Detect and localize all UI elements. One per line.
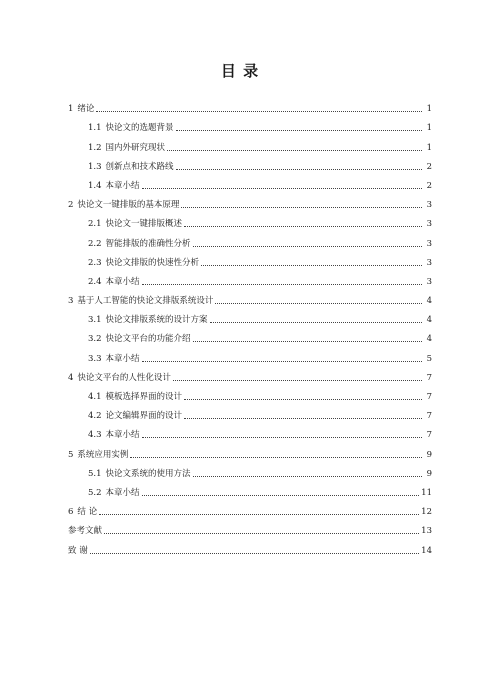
toc-entry-page: 7 bbox=[426, 411, 432, 422]
toc-entry-text: 快论文的选题背景 bbox=[105, 123, 174, 134]
toc-entry-number: 5.2 bbox=[88, 487, 102, 498]
toc-entry[interactable] bbox=[68, 344, 432, 363]
toc-entry-page: 11 bbox=[421, 487, 432, 498]
toc-entry-label bbox=[88, 488, 140, 498]
toc-entry-text: 快论文系统的使用方法 bbox=[105, 468, 191, 479]
toc-entry-text: 本章小结 bbox=[105, 180, 140, 191]
toc-entry[interactable] bbox=[68, 114, 432, 133]
toc-entry-label bbox=[88, 181, 140, 191]
toc-entry-text: 本章小结 bbox=[105, 430, 140, 441]
toc-entry[interactable] bbox=[68, 364, 432, 383]
toc-entry-page: 1 bbox=[426, 104, 432, 115]
toc-entry-number: 2 bbox=[68, 200, 74, 211]
dot-leader bbox=[193, 246, 422, 247]
toc-entry-label bbox=[68, 373, 171, 383]
dot-leader bbox=[130, 457, 422, 458]
toc-entry[interactable] bbox=[68, 210, 432, 229]
dot-leader bbox=[193, 476, 422, 477]
toc-entry-text: 本章小结 bbox=[105, 487, 140, 498]
toc-entry[interactable] bbox=[68, 229, 432, 248]
toc-entry-text: 快论文排版系统的设计方案 bbox=[105, 315, 208, 326]
dot-leader bbox=[142, 284, 422, 285]
toc-entry-label bbox=[88, 123, 174, 133]
toc-entry-page: 3 bbox=[426, 238, 432, 249]
toc-entry-text: 论文编辑界面的设计 bbox=[105, 411, 183, 422]
toc-entry[interactable] bbox=[68, 325, 432, 344]
toc-entry-number: 1.1 bbox=[88, 123, 102, 134]
dot-leader bbox=[176, 130, 422, 131]
dot-leader bbox=[142, 495, 420, 496]
toc-entry-text: 快论文排版的快速性分析 bbox=[105, 257, 200, 268]
toc-entry-text: 国内外研究现状 bbox=[105, 142, 166, 153]
toc-entry-number: 1 bbox=[68, 104, 74, 115]
toc-title: 目 录 bbox=[220, 62, 260, 80]
toc-entry-text: 创新点和技术路线 bbox=[105, 161, 174, 172]
dot-leader bbox=[99, 514, 419, 515]
dot-leader bbox=[96, 111, 422, 112]
toc-entry[interactable] bbox=[68, 479, 432, 498]
toc-entry-label bbox=[88, 469, 191, 479]
toc-entry-number: 1.4 bbox=[88, 180, 102, 191]
toc-entry[interactable] bbox=[68, 172, 432, 191]
toc-entry-number: 3.1 bbox=[88, 315, 102, 326]
toc-entry-text: 智能排版的准确性分析 bbox=[105, 238, 191, 249]
dot-leader bbox=[90, 553, 419, 554]
toc-entry-text: 快论文一键排版的基本原理 bbox=[77, 200, 180, 211]
toc-entry-page: 4 bbox=[426, 315, 432, 326]
toc-entry-page: 1 bbox=[426, 142, 432, 153]
toc-entry-number: 3.2 bbox=[88, 334, 102, 345]
dot-leader bbox=[173, 380, 422, 381]
toc-entry-number: 6 bbox=[68, 507, 74, 518]
toc-entry-label bbox=[88, 219, 182, 229]
toc-entry-text: 模板选择界面的设计 bbox=[105, 392, 183, 402]
toc-entry-number: 1.2 bbox=[88, 142, 102, 153]
toc-entry-page: 4 bbox=[426, 296, 432, 307]
toc-entry[interactable] bbox=[68, 249, 432, 268]
toc-entry[interactable] bbox=[68, 460, 432, 479]
toc-entry-number: 4 bbox=[68, 372, 74, 383]
toc-entry-page: 7 bbox=[426, 372, 432, 383]
toc-entry-page: 3 bbox=[426, 276, 432, 287]
toc-entry-page: 7 bbox=[426, 392, 432, 402]
dot-leader bbox=[104, 533, 419, 534]
toc-entry-number: 5 bbox=[68, 449, 74, 460]
toc-entry-label bbox=[68, 450, 128, 460]
toc-entry-page: 2 bbox=[426, 161, 432, 172]
toc-entry-page: 12 bbox=[421, 507, 432, 518]
toc-entry-page: 2 bbox=[426, 180, 432, 191]
toc-entry-text: 结 论 bbox=[77, 507, 98, 518]
toc-entry-label bbox=[88, 411, 182, 421]
toc-entry-text: 基于人工智能的快论文排版系统设计 bbox=[77, 296, 214, 307]
toc-entry[interactable] bbox=[68, 287, 432, 306]
toc-entry-text: 快论文平台的人性化设计 bbox=[77, 372, 171, 383]
toc-entry-page: 3 bbox=[426, 200, 432, 211]
toc-entry-text: 快论文一键排版概述 bbox=[105, 219, 183, 230]
toc-entry-number: 3.3 bbox=[88, 353, 102, 364]
toc-entry-label bbox=[68, 296, 213, 306]
dot-leader bbox=[184, 399, 422, 400]
toc-entry-text: 系统应用实例 bbox=[77, 449, 129, 460]
dot-leader bbox=[201, 265, 422, 266]
toc-entry[interactable] bbox=[68, 498, 432, 517]
toc-entry-label bbox=[88, 162, 174, 172]
dot-leader bbox=[184, 418, 422, 419]
toc-entry[interactable] bbox=[68, 268, 432, 287]
toc-entry-text: 致 谢 bbox=[68, 545, 88, 556]
toc-entry[interactable] bbox=[68, 517, 432, 536]
toc-entry-page: 1 bbox=[426, 123, 432, 134]
toc-entry-page: 14 bbox=[421, 545, 432, 556]
dot-leader bbox=[142, 437, 422, 438]
toc-entry-page: 3 bbox=[426, 219, 432, 230]
toc-entry-number: 2.1 bbox=[88, 219, 102, 230]
toc-entry-label bbox=[88, 258, 199, 268]
toc-entry-label bbox=[68, 200, 179, 210]
toc-entry-label bbox=[68, 526, 102, 536]
toc-entry-number: 4.3 bbox=[88, 430, 102, 441]
table-of-contents bbox=[68, 95, 432, 556]
toc-entry-number: 5.1 bbox=[88, 468, 102, 479]
toc-entry[interactable] bbox=[68, 95, 432, 114]
toc-entry-page: 9 bbox=[426, 468, 432, 479]
dot-leader bbox=[193, 341, 422, 342]
toc-entry-label bbox=[88, 277, 140, 287]
dot-leader bbox=[215, 303, 422, 304]
toc-entry-number: 3 bbox=[68, 296, 74, 307]
dot-leader bbox=[142, 188, 422, 189]
toc-entry[interactable] bbox=[68, 153, 432, 172]
toc-entry[interactable] bbox=[68, 440, 432, 459]
toc-entry[interactable] bbox=[68, 421, 432, 440]
toc-entry[interactable] bbox=[68, 306, 432, 325]
toc-entry-text: 绪论 bbox=[77, 104, 95, 115]
toc-entry-number: 2.3 bbox=[88, 257, 102, 268]
dot-leader bbox=[142, 361, 422, 362]
dot-leader bbox=[167, 150, 422, 151]
toc-entry-text: 本章小结 bbox=[105, 276, 140, 287]
toc-entry-number: 4.1 bbox=[88, 392, 102, 402]
dot-leader bbox=[181, 207, 422, 208]
dot-leader bbox=[210, 322, 422, 323]
toc-entry-label bbox=[68, 546, 88, 556]
toc-entry-label bbox=[88, 334, 191, 344]
toc-entry-page: 13 bbox=[421, 526, 432, 537]
dot-leader bbox=[184, 226, 422, 227]
toc-entry-text: 本章小结 bbox=[105, 353, 140, 364]
toc-entry-page: 7 bbox=[426, 430, 432, 441]
toc-entry[interactable] bbox=[68, 191, 432, 210]
toc-entry-page: 5 bbox=[426, 353, 432, 364]
toc-entry-label bbox=[68, 104, 94, 114]
toc-entry-page: 9 bbox=[426, 449, 432, 460]
toc-entry[interactable] bbox=[68, 133, 432, 152]
toc-entry-number: 1.3 bbox=[88, 161, 102, 172]
toc-entry-label bbox=[88, 392, 182, 402]
toc-entry-page: 4 bbox=[426, 334, 432, 345]
toc-entry-number: 2.2 bbox=[88, 238, 102, 249]
toc-entry[interactable] bbox=[68, 402, 432, 421]
toc-entry-label bbox=[88, 354, 140, 364]
toc-entry[interactable] bbox=[68, 383, 432, 402]
toc-entry[interactable] bbox=[68, 536, 432, 555]
toc-entry-label bbox=[68, 507, 97, 517]
toc-entry-label bbox=[88, 430, 140, 440]
toc-entry-text: 参考文献 bbox=[68, 526, 103, 537]
toc-entry-label bbox=[88, 143, 165, 153]
toc-entry-number: 2.4 bbox=[88, 276, 102, 287]
toc-entry-label bbox=[88, 239, 191, 249]
toc-entry-page: 3 bbox=[426, 257, 432, 268]
dot-leader bbox=[176, 169, 422, 170]
toc-entry-number: 4.2 bbox=[88, 411, 102, 422]
toc-entry-label bbox=[88, 315, 208, 325]
toc-entry-text: 快论文平台的功能介绍 bbox=[105, 334, 191, 345]
